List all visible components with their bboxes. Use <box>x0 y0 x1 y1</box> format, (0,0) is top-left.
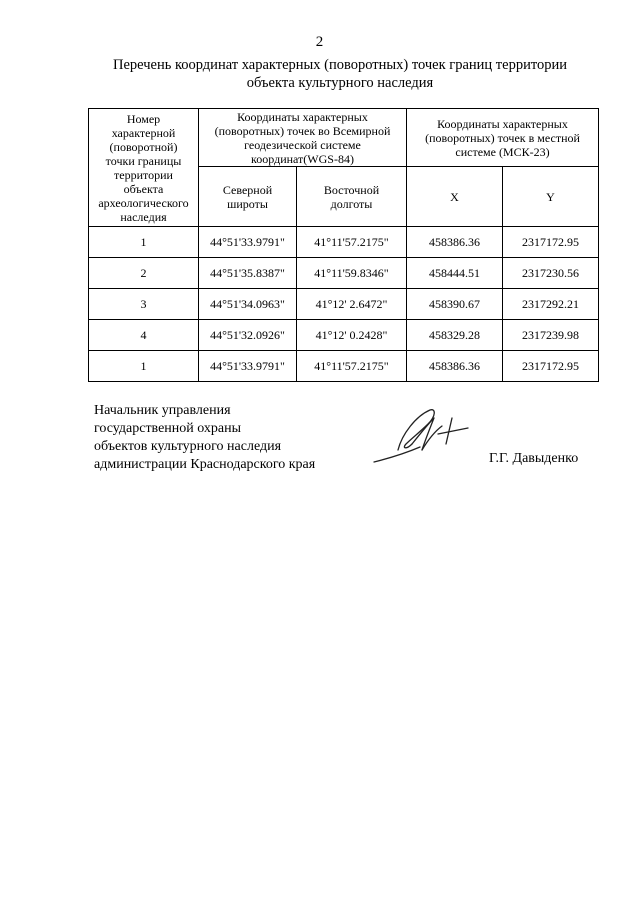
cell-x: 458386.36 <box>407 351 503 382</box>
header-line: археологического <box>98 195 189 210</box>
header-east-longitude <box>297 167 407 227</box>
table-row <box>89 351 599 382</box>
header-line: (поворотной) <box>109 139 178 154</box>
cell-longitude: 41°11'57.2175" <box>297 227 407 258</box>
table-row <box>89 258 599 289</box>
position-line: администрации Краснодарского края <box>94 457 316 472</box>
header-line: (поворотных) точек в местной <box>425 130 580 145</box>
cell-longitude: 41°11'59.8346" <box>297 258 407 289</box>
cell-x: 458386.36 <box>407 227 503 258</box>
table-row <box>89 289 599 320</box>
header-line: Восточной <box>323 182 380 197</box>
cell-y: 2317292.21 <box>503 289 599 320</box>
cell-point: 1 <box>89 351 199 382</box>
header-line: Координаты характерных <box>237 109 368 124</box>
cell-x: 458329.28 <box>407 320 503 351</box>
header-y: Y <box>503 167 599 227</box>
signatory-name: Г.Г. Давыденко <box>489 451 579 466</box>
cell-point: 3 <box>89 289 199 320</box>
header-x: X <box>407 167 503 227</box>
cell-point: 4 <box>89 320 199 351</box>
cell-longitude: 41°11'57.2175" <box>297 351 407 382</box>
position-line: объектов культурного наследия <box>94 439 282 454</box>
header-line: системе (МСК-23) <box>455 144 550 159</box>
page-number: 2 <box>315 34 324 50</box>
table-row <box>89 227 599 258</box>
header-line: наследия <box>120 209 167 224</box>
header-north-latitude <box>199 167 297 227</box>
header-line: точки границы <box>105 153 182 168</box>
cell-longitude: 41°12' 0.2428" <box>297 320 407 351</box>
cell-latitude: 44°51'33.9791" <box>199 351 297 382</box>
cell-y: 2317230.56 <box>503 258 599 289</box>
cell-point: 1 <box>89 227 199 258</box>
title-line: Перечень координат характерных (поворотных) точек границ территории <box>112 57 568 73</box>
cell-latitude: 44°51'35.8387" <box>199 258 297 289</box>
cell-x: 458444.51 <box>407 258 503 289</box>
cell-point: 2 <box>89 258 199 289</box>
header-line: долготы <box>330 196 373 211</box>
header-line: координат(WGS-84) <box>251 151 354 166</box>
header-msk23 <box>407 109 599 167</box>
position-line: государственной охраны <box>94 421 242 436</box>
header-line: широты <box>227 196 268 211</box>
cell-y: 2317239.98 <box>503 320 599 351</box>
header-line: Северной <box>222 182 273 197</box>
handwritten-signature <box>372 404 472 473</box>
signatory-position <box>94 402 315 474</box>
cell-latitude: 44°51'33.9791" <box>199 227 297 258</box>
header-line: территории <box>114 167 173 182</box>
document-title <box>90 56 590 92</box>
header-line: (поворотных) точек во Всемирной <box>214 123 391 138</box>
cell-y: 2317172.95 <box>503 351 599 382</box>
coordinates-table <box>88 108 599 382</box>
title-line: объекта культурного наследия <box>246 75 434 91</box>
cell-latitude: 44°51'32.0926" <box>199 320 297 351</box>
header-line: Номер <box>126 111 161 126</box>
header-line: характерной <box>111 125 176 140</box>
position-line: Начальник управления <box>94 403 231 418</box>
cell-longitude: 41°12' 2.6472" <box>297 289 407 320</box>
header-point-number <box>89 109 199 227</box>
table-row <box>89 320 599 351</box>
header-line: геодезической системе <box>244 137 361 152</box>
header-line: Координаты характерных <box>437 116 568 131</box>
header-line: объекта <box>123 181 164 196</box>
cell-x: 458390.67 <box>407 289 503 320</box>
cell-latitude: 44°51'34.0963" <box>199 289 297 320</box>
cell-y: 2317172.95 <box>503 227 599 258</box>
header-wgs84 <box>199 109 407 167</box>
